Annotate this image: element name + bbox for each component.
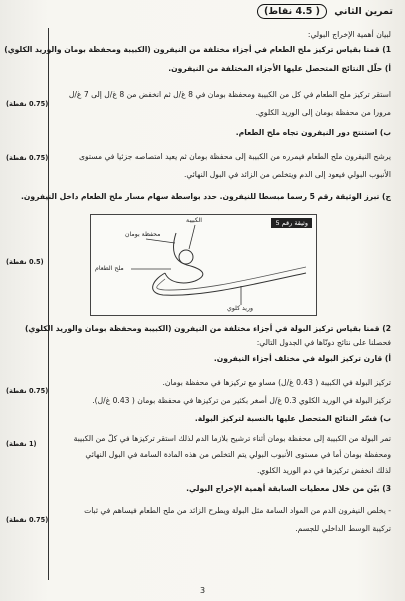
question-1c: ج) تبرز الوثيقة رقم 5 رسما مبسطا للنيفرون. حدد بواسطة سهام مسار ملح الطعام داخل النيفرون. bbox=[21, 192, 391, 201]
answer-2a-line2: تركيز البولة في الوريد الكلوي 0.3 غ/ل أصغر بكثير من تركيزها في محفظة بومان ( 0.43 غ/ل). bbox=[92, 396, 391, 405]
question-1b: ب) استنتج دور النيفرون تجاه ملح الطعام. bbox=[235, 128, 391, 137]
answer-3-line1: - يخلص النيفرون الدم من المواد السامة مثل البولة ويطرح الزائد من ملح الطعام فيساهم في ثبات bbox=[84, 506, 391, 515]
question-3: 3) بيّن من خلال معطيات السابقة أهمية الإخراج البولي. bbox=[186, 484, 391, 493]
question-2: 2) قمنا بقياس تركيز البولة في أجزاء مختلفة من النيفرون (الكبيبة ومحفظة بومان والوريد الكلوي) bbox=[24, 324, 391, 333]
bowman-capsule-outline bbox=[165, 233, 203, 283]
answer-3-line2: تركيبة الوسط الداخلي للجسم. bbox=[295, 524, 391, 533]
answer-1b-line2: الأنبوب البولي فيعود إلى الدم ويتخلص من الزائد في البول النهائي. bbox=[183, 170, 391, 179]
renal-vein-label: وريد كلوي bbox=[227, 305, 253, 312]
score-1a: (0.75 نقطة) bbox=[6, 100, 49, 108]
score-2a: (0.75 نقطة) bbox=[6, 387, 49, 395]
question-2a: أ) قارن تركيز البولة في مختلف أجزاء النيفرون. bbox=[213, 354, 391, 363]
glomerulus-pointer-line bbox=[189, 225, 195, 249]
answer-1a-line2: مرورا من محفظة بومان إلى الوريد الكلوي. bbox=[255, 108, 391, 117]
score-1b: (0.75 نقطة) bbox=[6, 154, 49, 162]
figure-label: وثيقة رقم 5 bbox=[271, 218, 312, 228]
exercise-header bbox=[257, 6, 393, 17]
glomerulus-label: الكبيبة bbox=[186, 217, 202, 224]
page-number: 3 bbox=[199, 586, 206, 595]
glomerulus-icon bbox=[179, 250, 193, 264]
salt-label: ملح الطعام bbox=[95, 265, 124, 272]
answer-2a-line1: تركيز البولة في الكبيبة ( 0.43 غ/ل) مساو مع تركيزها في محفظة بومان. bbox=[162, 378, 391, 387]
question-1: 1) قمنا بقياس تركيز ملح الطعام في أجزاء مختلفة من النيفرون (الكبيبة ومحفظة بومان والوريد الكلوي) bbox=[4, 45, 391, 54]
answer-2b-line3: لذلك انخفض تركيزها في دم الوريد الكلوي. bbox=[256, 466, 391, 475]
question-2-intro: فحصلنا على نتائج دونّاها في الجدول التالي: bbox=[256, 338, 391, 347]
answer-2b-line2: ومحفظة بومان أما في مستوى الأنبوب البولي يتم التخلص من هذه المادة السامة في البول النهائي bbox=[85, 450, 391, 459]
score-3: (0.75 نقطة) bbox=[6, 516, 49, 524]
score-2b: (1 نقطة) bbox=[6, 440, 37, 448]
question-2b: ب) فسّر النتائج المتحصل عليها بالنسبة لتركيز البولة. bbox=[194, 414, 391, 423]
score-margin-line bbox=[48, 28, 49, 580]
exercise-title: تمرين الثاني bbox=[334, 6, 393, 17]
bowman-pointer-line bbox=[146, 239, 175, 243]
answer-1b-line1: يرشح النيفرون ملح الطعام فيمرره من الكبيبة إلى محفظة بومان ثم يعيد امتصاصه جزئيا في مستوى bbox=[79, 152, 391, 161]
exercise-points: ( 4.5 نقاط) bbox=[257, 4, 327, 19]
urinary-tubule bbox=[153, 273, 306, 295]
question-1a: أ) حلّل النتائج المتحصل عليها الأجزاء المختلفة من النيفرون. bbox=[168, 64, 391, 73]
renal-vein bbox=[157, 267, 306, 290]
bowman-capsule-label: محفظة بومان bbox=[125, 231, 161, 238]
answer-2b-line1: تمر البولة من الكبيبة إلى محفظة بومان أثناء ترشيح بلازما الدم لذلك استقر تركيزها في كلّ من الكبيبة bbox=[73, 434, 391, 443]
score-1c: (0.5 نقطة) bbox=[6, 258, 44, 266]
nephron-diagram bbox=[91, 215, 316, 315]
intro-line: لبيان أهمية الإخراج البولي: bbox=[307, 30, 391, 39]
nephron-figure bbox=[90, 214, 317, 316]
answer-1a-line1: استقر تركيز ملح الطعام في كل من الكبيبة ومحفظة بومان في 8 غ/ل ثم انخفض من 8 غ/ل إلى 7 غ/ل bbox=[68, 90, 391, 99]
